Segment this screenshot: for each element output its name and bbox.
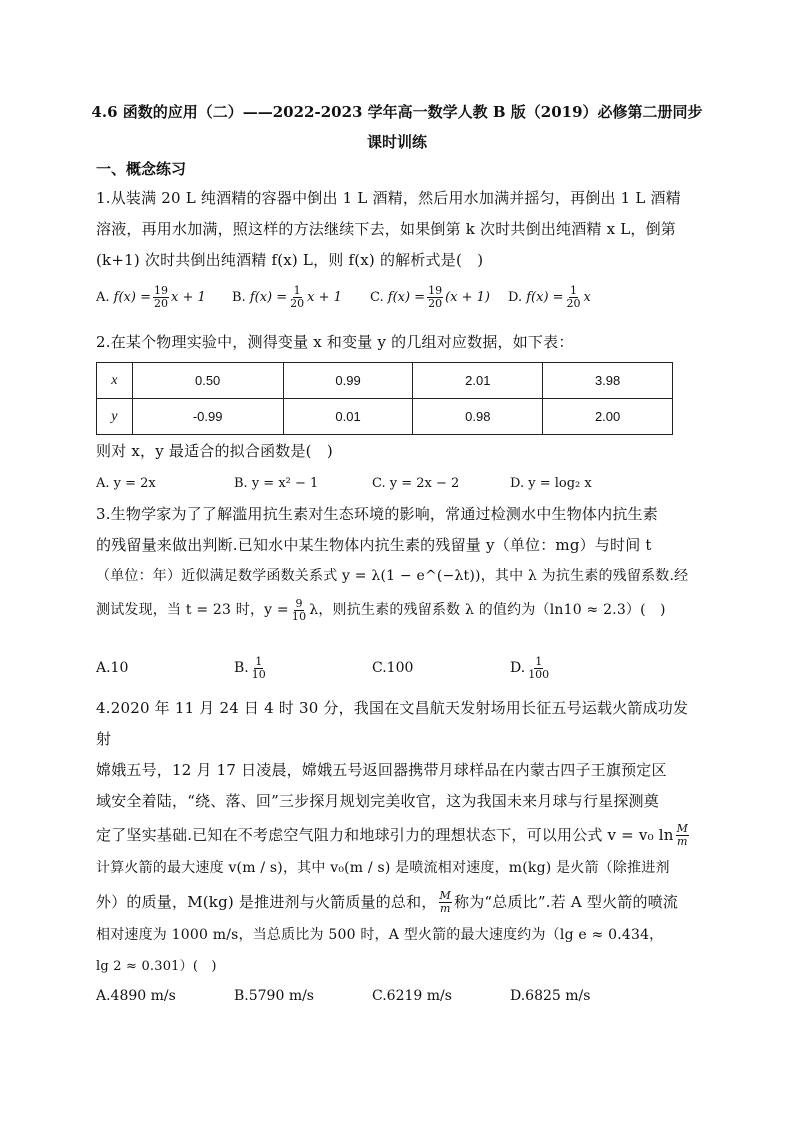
q4-line-3: 域安全着陆，“绕、落、回”三步探月规划完美收官，这为我国未来月球与行星探测奠 [96,792,659,810]
section-heading: 一、概念练习 [96,160,187,178]
title-line-1: 4.6 函数的应用（二）——2022-2023 学年高一数学人教 B 版（2019）必修第二册同步 [91,103,703,121]
fraction: $\frac{M}{m}$ [439,888,451,915]
q4-line-7: 相对速度为 1000 m/s，当总质比为 500 时，A 型火箭的最大速度约为（lg e ≈ 0.434， [96,927,664,943]
q4-line-1: 4.2020 年 11 月 24 日 4 时 30 分，我国在文昌航天发射场用长征五号运载火箭成功发射 [96,699,689,748]
q4-option-d[interactable]: D.6825 m/s [510,988,591,1004]
fraction: $\frac{1}{20}$ [566,283,581,310]
table-cell: 2.01 [413,363,543,399]
q4-line-8: lg 2 ≈ 0.301）( ) [96,959,217,974]
table-cell: 3.98 [543,363,673,399]
question-1 [96,183,702,276]
q2-option-a[interactable]: A. y = 2x [96,475,156,491]
q2-line-1: 2.在某个物理实验中，测得变量 x 和变量 y 的几组对应数据，如下表： [96,333,574,351]
q3-option-a[interactable]: A.10 [96,660,129,676]
question-2 [96,327,702,358]
table-cell: 2.00 [543,399,673,435]
q2-option-b[interactable]: B. y = x² − 1 [234,475,319,491]
question-3 [96,499,702,628]
q4-options [96,982,702,1010]
q2-option-c[interactable]: C. y = 2x − 2 [372,475,460,491]
fraction: $\frac{M}{m}$ [676,821,689,848]
q4-option-c[interactable]: C.6219 m/s [372,988,452,1004]
q4-line-6: 外）的质量，M(kg) 是推进剂与火箭质量的总和， $\frac{M}{m}$ 称为“总质比”.若 A 型火箭的喷流 [96,888,679,915]
q2-options [96,470,702,496]
q3-options [96,653,702,683]
fraction: $\frac{9}{10}$ [291,596,307,623]
table-cell: 0.01 [283,399,413,435]
title-line-2: 课时训练 [366,133,427,151]
q2-line-2: 则对 x，y 最适合的拟合函数是( ) [96,442,333,460]
q2-question [96,436,702,467]
table-row [97,363,673,399]
q1-option-c[interactable]: C. f(x) = $\frac{19}{20}$ (x + 1) [370,283,490,310]
q1-option-b[interactable]: B. f(x) = $\frac{1}{20}$ x + 1 [232,283,342,310]
q3-line-3: （单位：年）近似满足数学函数关系式 y = λ(1 − e^(−λt))，其中 λ 为抗生素的残留系数.经 [96,568,689,584]
table-cell: y [97,399,133,435]
q3-line-2: 的残留量来做出判断.已知水中某生物体内抗生素的残留量 y（单位：mg）与时间 t [96,536,652,554]
document-title [84,97,710,157]
table-row [97,399,673,435]
q1-line-1: 1.从装满 20 L 纯酒精的容器中倒出 1 L 酒精，然后用水加满并摇匀，再倒出 1 L 酒精 [96,189,681,207]
q1-options [96,284,702,310]
table-cell: x [97,363,133,399]
data-table [96,362,673,435]
q3-option-c[interactable]: C.100 [372,660,414,676]
q4-line-4: 定了坚实基础.已知在不考虑空气阻力和地球引力的理想状态下，可以用公式 v = v₀ ln $\frac{M}{m}$ [96,821,689,848]
q2-option-d[interactable]: D. y = log₂ x [510,475,592,491]
fraction: $\frac{1}{10}$ [251,654,266,681]
fraction: $\frac{1}{20}$ [290,283,305,310]
q3-line-1: 3.生物学家为了了解滥用抗生素对生态环境的影响，常通过检测水中生物体内抗生素 [96,505,658,523]
q4-option-b[interactable]: B.5790 m/s [234,988,314,1004]
table-cell: 0.98 [413,399,543,435]
q1-option-d[interactable]: D. f(x) = $\frac{1}{20}$ x [508,283,591,310]
q1-line-3: (k+1) 次时共倒出纯酒精 f(x) L，则 f(x) 的解析式是( ) [96,251,484,269]
q3-option-d[interactable]: D. $\frac{1}{100}$ [510,654,550,681]
q3-line-4: 测试发现，当 t = 23 时，y = $\frac{9}{10}$ λ，则抗生素的残留系数 λ 的值约为（ln10 ≈ 2.3）( ) [96,596,666,623]
q4-line-5: 计算火箭的最大速度 v(m / s)，其中 v₀(m / s) 是喷流相对速度，m(kg) 是火箭（除推进剂 [96,860,670,876]
q1-line-2: 溶液，再用水加满，照这样的方法继续下去，如果倒第 k 次时共倒出纯酒精 x L，倒第 [96,220,676,238]
fraction: $\frac{19}{20}$ [428,283,443,310]
fraction: $\frac{19}{20}$ [153,283,168,310]
table-cell: 0.50 [132,363,283,399]
table-cell: -0.99 [132,399,283,435]
q1-option-a[interactable]: A. f(x) = $\frac{19}{20}$ x + 1 [96,283,206,310]
q4-option-a[interactable]: A.4890 m/s [96,988,176,1004]
question-4 [96,693,702,982]
q4-line-2: 嫦娥五号，12 月 17 日凌晨，嫦娥五号返回器携带月球样品在内蒙古四子王旗预定区 [96,761,667,779]
table-cell: 0.99 [283,363,413,399]
fraction: $\frac{1}{100}$ [528,654,550,681]
q3-option-b[interactable]: B. $\frac{1}{10}$ [234,654,266,681]
